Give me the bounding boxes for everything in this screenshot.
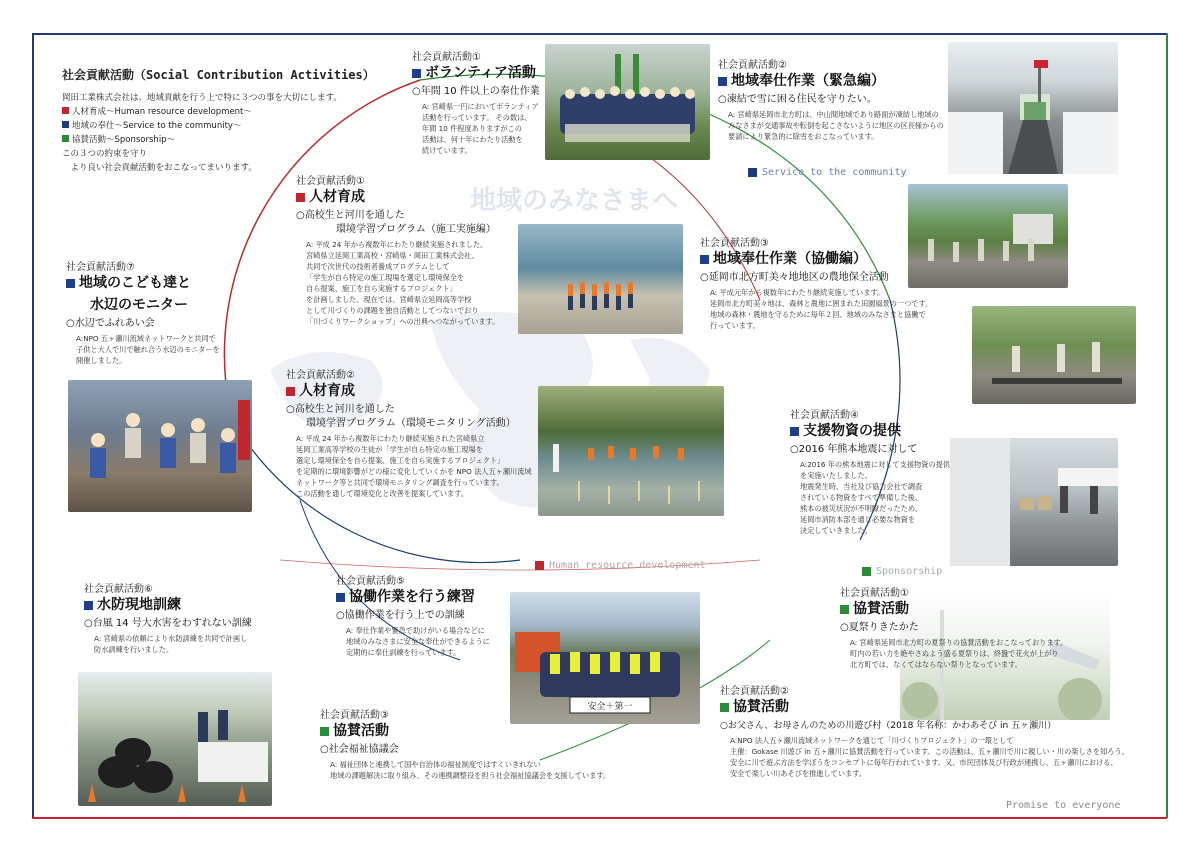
red-square-icon [535, 561, 544, 570]
block-description [76, 333, 220, 366]
desc-line: を定期的に環境影響がどの様に変化していくかを NPO 法人五ヶ瀬川流域 [296, 467, 532, 476]
desc-line: A: 福祉団体と連携して国や自治体の福祉制度ではすくいきれない [330, 760, 541, 769]
block-description [850, 637, 1067, 670]
blue-square-icon [790, 427, 799, 436]
block-subtitle: ○延岡市北方町美々地地区の農地保全活動 [700, 272, 889, 283]
green-square-icon [862, 567, 871, 576]
blue-square-icon [62, 121, 69, 128]
block-title-text: 水防現地訓練 [97, 597, 181, 613]
flood-training-scene [78, 672, 272, 806]
photo-relief-supplies [950, 438, 1118, 566]
section-label-text: Sponsorship [876, 566, 943, 577]
section-label-text: Human resource development [549, 560, 706, 571]
snow-road-scene [948, 42, 1118, 174]
block-subtitle: ○夏祭りきたかた [840, 622, 919, 633]
watermark-slogan: 地域のみなさまへ [470, 186, 679, 216]
desc-line: 開催しました。 [76, 356, 127, 365]
volunteer-group-figures [545, 44, 710, 160]
desc-line: されている物資をすべて準備した後、 [800, 493, 923, 502]
block-title [700, 250, 932, 268]
block-relief-supplies [790, 410, 950, 536]
block-label: 社会貢献活動⑦ [66, 262, 135, 273]
desc-line: 活動を行っています。 その数は、 [422, 113, 532, 122]
block-subtitle: ○社会福祉協議会 [320, 744, 399, 755]
desc-line: A: 宮崎県一円においてボランティア [422, 102, 539, 111]
desc-line: ネットワーク等と共同で環境モニタリング調査を行っています。 [296, 478, 504, 487]
desc-line: 活動は、何十年にわたり活動を [422, 135, 523, 144]
block-title-text: ボランティア活動 [425, 65, 536, 81]
desc-line: A:2016 年の熊本地震に対して支援物資の提供 [800, 460, 950, 469]
section-label-promise [1006, 800, 1120, 811]
desc-line: 地域のみなさまに安全な奉仕ができるように [346, 637, 490, 646]
block-subtitle: ○高校生と河川を通した [286, 404, 395, 415]
block-title [720, 698, 1129, 716]
block-title [296, 188, 499, 206]
block-title-text: 地域のこども達と [79, 275, 191, 291]
desc-line: 行っています。 [710, 321, 760, 330]
block-subtitle: ○お父さん、お母さんのための川遊び村（2018 年名称：かわあそび in 五ヶ瀬川） [720, 721, 1057, 731]
desc-line: 熊本の被災状況が不明瞭だったため、 [800, 504, 922, 513]
block-cooperation-practice [336, 576, 490, 658]
desc-line: として川づくりの課題を独自活動としてつないでおり [306, 306, 479, 315]
block-subtitle: ○凍結で雪に困る住民を守りたい。 [718, 94, 877, 105]
intro-item-label: 地域の奉仕～Service to the community～ [72, 121, 242, 131]
green-square-icon [62, 135, 69, 142]
desc-line: 続けています。 [422, 146, 472, 155]
block-title-text: 支援物資の提供 [803, 423, 901, 439]
block-description [346, 625, 490, 658]
intro-item-label: 協賛活動～Sponsorship～ [72, 135, 176, 145]
block-description [710, 287, 932, 331]
river-students-figures [518, 224, 683, 334]
block-subtitle: ○協働作業を行う上での訓練 [336, 610, 465, 621]
blue-square-icon [66, 279, 75, 288]
block-title-text: 人材育成 [299, 383, 355, 399]
block-description [306, 239, 499, 327]
river-monitoring-figures [538, 386, 724, 516]
desc-line: 決定していきました。 [800, 526, 872, 535]
photo-flood-training [78, 672, 272, 806]
intro-title: 社会貢献活動（Social Contribution Activities） [62, 68, 375, 82]
blue-square-icon [748, 168, 757, 177]
block-label: 社会貢献活動⑤ [336, 576, 405, 587]
block-title-text: 人材育成 [309, 189, 365, 205]
desc-line: みなさまが交通事故や転倒を起こさないように地区の区長様からの [728, 121, 944, 130]
block-title [336, 588, 490, 606]
blue-square-icon [336, 593, 345, 602]
desc-line: 「川づくりワークショップ」への出典へつながっています。 [306, 317, 500, 326]
block-title [412, 64, 540, 82]
block-title-text: 協賛活動 [333, 723, 389, 739]
block-subtitle: ○台風 14 号大水害をわすれない訓練 [84, 618, 252, 629]
red-square-icon [62, 107, 69, 114]
block-description [728, 109, 944, 142]
desc-line: この活動を通して環境変化と改善を提案しています。 [296, 489, 468, 498]
block-title [66, 274, 220, 292]
photo-children-waterside [68, 380, 252, 512]
block-description [296, 433, 532, 499]
block-subtitle-2: 環境学習プログラム（環境モニタリング活動） [306, 418, 516, 429]
block-description [422, 101, 540, 156]
desc-line: 安全に川で遊ぶ方法を学ぼうをコンセプトに毎年行われています。又、市民団体及び行政が連携し、五ヶ瀬川における、 [730, 758, 1118, 767]
desc-line: 自ら提案、施工を自ら実施するプロジェクト」 [306, 284, 457, 293]
block-description [94, 633, 252, 655]
desc-line: 子供と大人で川で触れ合う水辺のモニターを [76, 345, 220, 354]
block-description [800, 459, 950, 536]
desc-line: 要請により緊急的に除雪をおこなっています。 [728, 132, 879, 141]
relief-supplies-scene [950, 438, 1118, 566]
block-label: 社会貢献活動② [720, 686, 789, 697]
intro-closing: より良い社会貢献活動をおこなってまいります。 [62, 163, 257, 173]
desc-line: A: 宮崎県延岡市北方町の夏祭りの協賛活動をおこなっております。 [850, 638, 1068, 647]
block-label: 社会貢献活動① [296, 176, 365, 187]
intro-item-community [62, 119, 375, 133]
block-label: 社会貢献活動② [718, 60, 787, 71]
desc-line: を計画しました。現在では、宮崎県立延岡高等学校 [306, 295, 472, 304]
intro-item-sponsorship [62, 133, 375, 147]
block-subtitle: ○年間 10 件以上の奉仕作業 [412, 86, 540, 97]
block-title-text: 地域奉仕作業（協働編） [713, 251, 867, 267]
green-square-icon [320, 727, 329, 736]
desc-line: 北方町では、なくてはならない祭りとなっています。 [850, 660, 1022, 669]
blue-square-icon [412, 69, 421, 78]
green-square-icon [840, 605, 849, 614]
block-label: 社会貢献活動② [286, 370, 355, 381]
intro-item-human [62, 105, 375, 119]
desc-line: A: 宮崎県の依頼により水防訓練を共同で計画し [94, 634, 248, 643]
block-children-monitor [66, 262, 220, 366]
section-label-human [535, 560, 706, 571]
desc-line: 年間 10 件程度ありますがこの [422, 124, 522, 133]
block-sponsor-festival [840, 588, 1067, 670]
desc-line: 延岡工業高等学校の生徒が「学生が自ら特定の施工現場を [296, 445, 483, 454]
photo-field-work-2 [972, 306, 1136, 404]
blue-square-icon [84, 601, 93, 610]
block-volunteer [412, 52, 540, 156]
block-human-resource-1 [296, 176, 499, 327]
desc-line: 安全で楽しい川あそびを推進しています。 [730, 769, 866, 778]
desc-line: 防水訓練を行いました。 [94, 645, 174, 654]
block-human-resource-2 [286, 370, 532, 499]
desc-line: 地震発生時、当社及び協力会社で調査 [800, 482, 923, 491]
block-title [320, 722, 610, 740]
desc-line: 地域の森林・農地を守るために毎年２回、地域のみなさまと協働で [710, 310, 926, 319]
red-square-icon [296, 193, 305, 202]
block-title [718, 72, 944, 90]
intro-line: 岡田工業株式会社は、地域貢献を行う上で特に３つの事を大切にします。 [62, 93, 342, 103]
desc-line: 共同で次世代の技術者養成プログラムとして [306, 262, 450, 271]
section-label-text: Service to the community [762, 167, 907, 178]
section-label-text: Promise to everyone [1006, 800, 1121, 811]
block-subtitle: ○2016 年熊本地震に対して [790, 444, 918, 455]
desc-line: 延岡市北方町美々地は、森林と農地に囲まれた田園風景の一つです。 [710, 299, 933, 308]
block-label: 社会貢献活動① [840, 588, 909, 599]
section-label-sponsorship [862, 566, 942, 577]
intro-item-label: 人材育成～Human resource development～ [72, 107, 252, 117]
block-subtitle: ○水辺でふれあい会 [66, 318, 155, 329]
desc-line: 延岡市消防本部を通じ必要な物資を [800, 515, 916, 524]
photo-river-monitoring [538, 386, 724, 516]
desc-line: 「学生が自ら特定の施工現場を選定し環境保全を [306, 273, 465, 282]
block-title-text: 協賛活動 [853, 601, 909, 617]
block-label: 社会貢献活動③ [700, 238, 769, 249]
desc-line: 選定し環境保全を自ら提案、施工を自ら実施するプロジェクト」 [296, 456, 505, 465]
safety-group-figures [510, 592, 700, 724]
desc-line: A: 宮崎県延岡市北方町は、中山間地域であり路面が凍結し地域の [728, 110, 939, 119]
photo-river-students-1 [518, 224, 683, 334]
desc-line: 地域の課題解決に取り組み、その連携調整役を担う社会福祉協議会を支援しています。 [330, 771, 611, 780]
desc-line: を実施いたしました。 [800, 471, 872, 480]
block-sponsor-river-play [720, 686, 1129, 779]
block-sponsor-welfare [320, 710, 610, 781]
block-title [84, 596, 252, 614]
block-label: 社会貢献活動① [412, 52, 481, 63]
green-square-icon [720, 703, 729, 712]
block-title [286, 382, 532, 400]
children-figures [68, 380, 252, 512]
desc-line: 町内の若い力を絶やさぬよう盛る夏祭りは、終盤で花火が上がり [850, 649, 1059, 658]
field-work-figures [972, 306, 1136, 404]
red-square-icon [286, 387, 295, 396]
blue-square-icon [718, 77, 727, 86]
block-description [330, 759, 610, 781]
photo-snow-removal [948, 42, 1118, 174]
block-title-text: 地域奉仕作業（緊急編） [731, 73, 885, 89]
block-title-text: 協賛活動 [733, 699, 789, 715]
desc-line: 宮崎県立延岡工業高校・宮崎県・岡田工業株式会社、 [306, 251, 479, 260]
block-community-cooperative [700, 238, 932, 331]
photo-safety-group [510, 592, 700, 724]
desc-line: A:NPO 五ヶ瀬川流域ネットワークと共同で [76, 334, 216, 343]
block-title-text: 協働作業を行う練習 [349, 589, 475, 605]
intro-panel [62, 66, 375, 175]
block-title-2: 水辺のモニター [90, 297, 188, 313]
desc-line: 定期的に奉仕訓練を行っています。 [346, 648, 461, 657]
desc-line: A: 平成 24 年から複数年にわたり継続実施されました。 [306, 240, 488, 249]
intro-closing: この３つの約束を守り [62, 149, 148, 159]
block-subtitle: ○高校生と河川を通した [296, 210, 405, 221]
block-description [730, 735, 1129, 779]
photo-volunteer-group [545, 44, 710, 160]
block-title [840, 600, 1067, 618]
block-community-emergency [718, 60, 944, 142]
block-label: 社会貢献活動④ [790, 410, 859, 421]
desc-line: 主催：Gokase 川遊び in 五ヶ瀬川に協賛活動を行っています。この活動は、五ヶ瀬川で川に親しい・川の楽しさを知ろう。 [730, 747, 1129, 756]
block-title [790, 422, 950, 440]
block-label: 社会貢献活動③ [320, 710, 389, 721]
desc-line: A: 奉仕作業や緊急で助けがいる場合などに [346, 626, 485, 635]
block-flood-training [84, 584, 252, 655]
block-subtitle-2: 環境学習プログラム（施工実施編） [336, 224, 496, 235]
desc-line: A: 平成元年から複数年にわたり継続実施しています。 [710, 288, 885, 297]
blue-square-icon [700, 255, 709, 264]
block-label: 社会貢献活動⑥ [84, 584, 153, 595]
section-label-community [748, 167, 907, 178]
safety-sign-text: 安全＋第一 [587, 702, 633, 712]
desc-line: A: 平成 24 年から複数年にわたり継続実施された宮崎県立 [296, 434, 485, 443]
desc-line: A:NPO 法人五ヶ瀬川流域ネットワークを通じて「川づくりプロジェクト」の一環として [730, 736, 1014, 745]
